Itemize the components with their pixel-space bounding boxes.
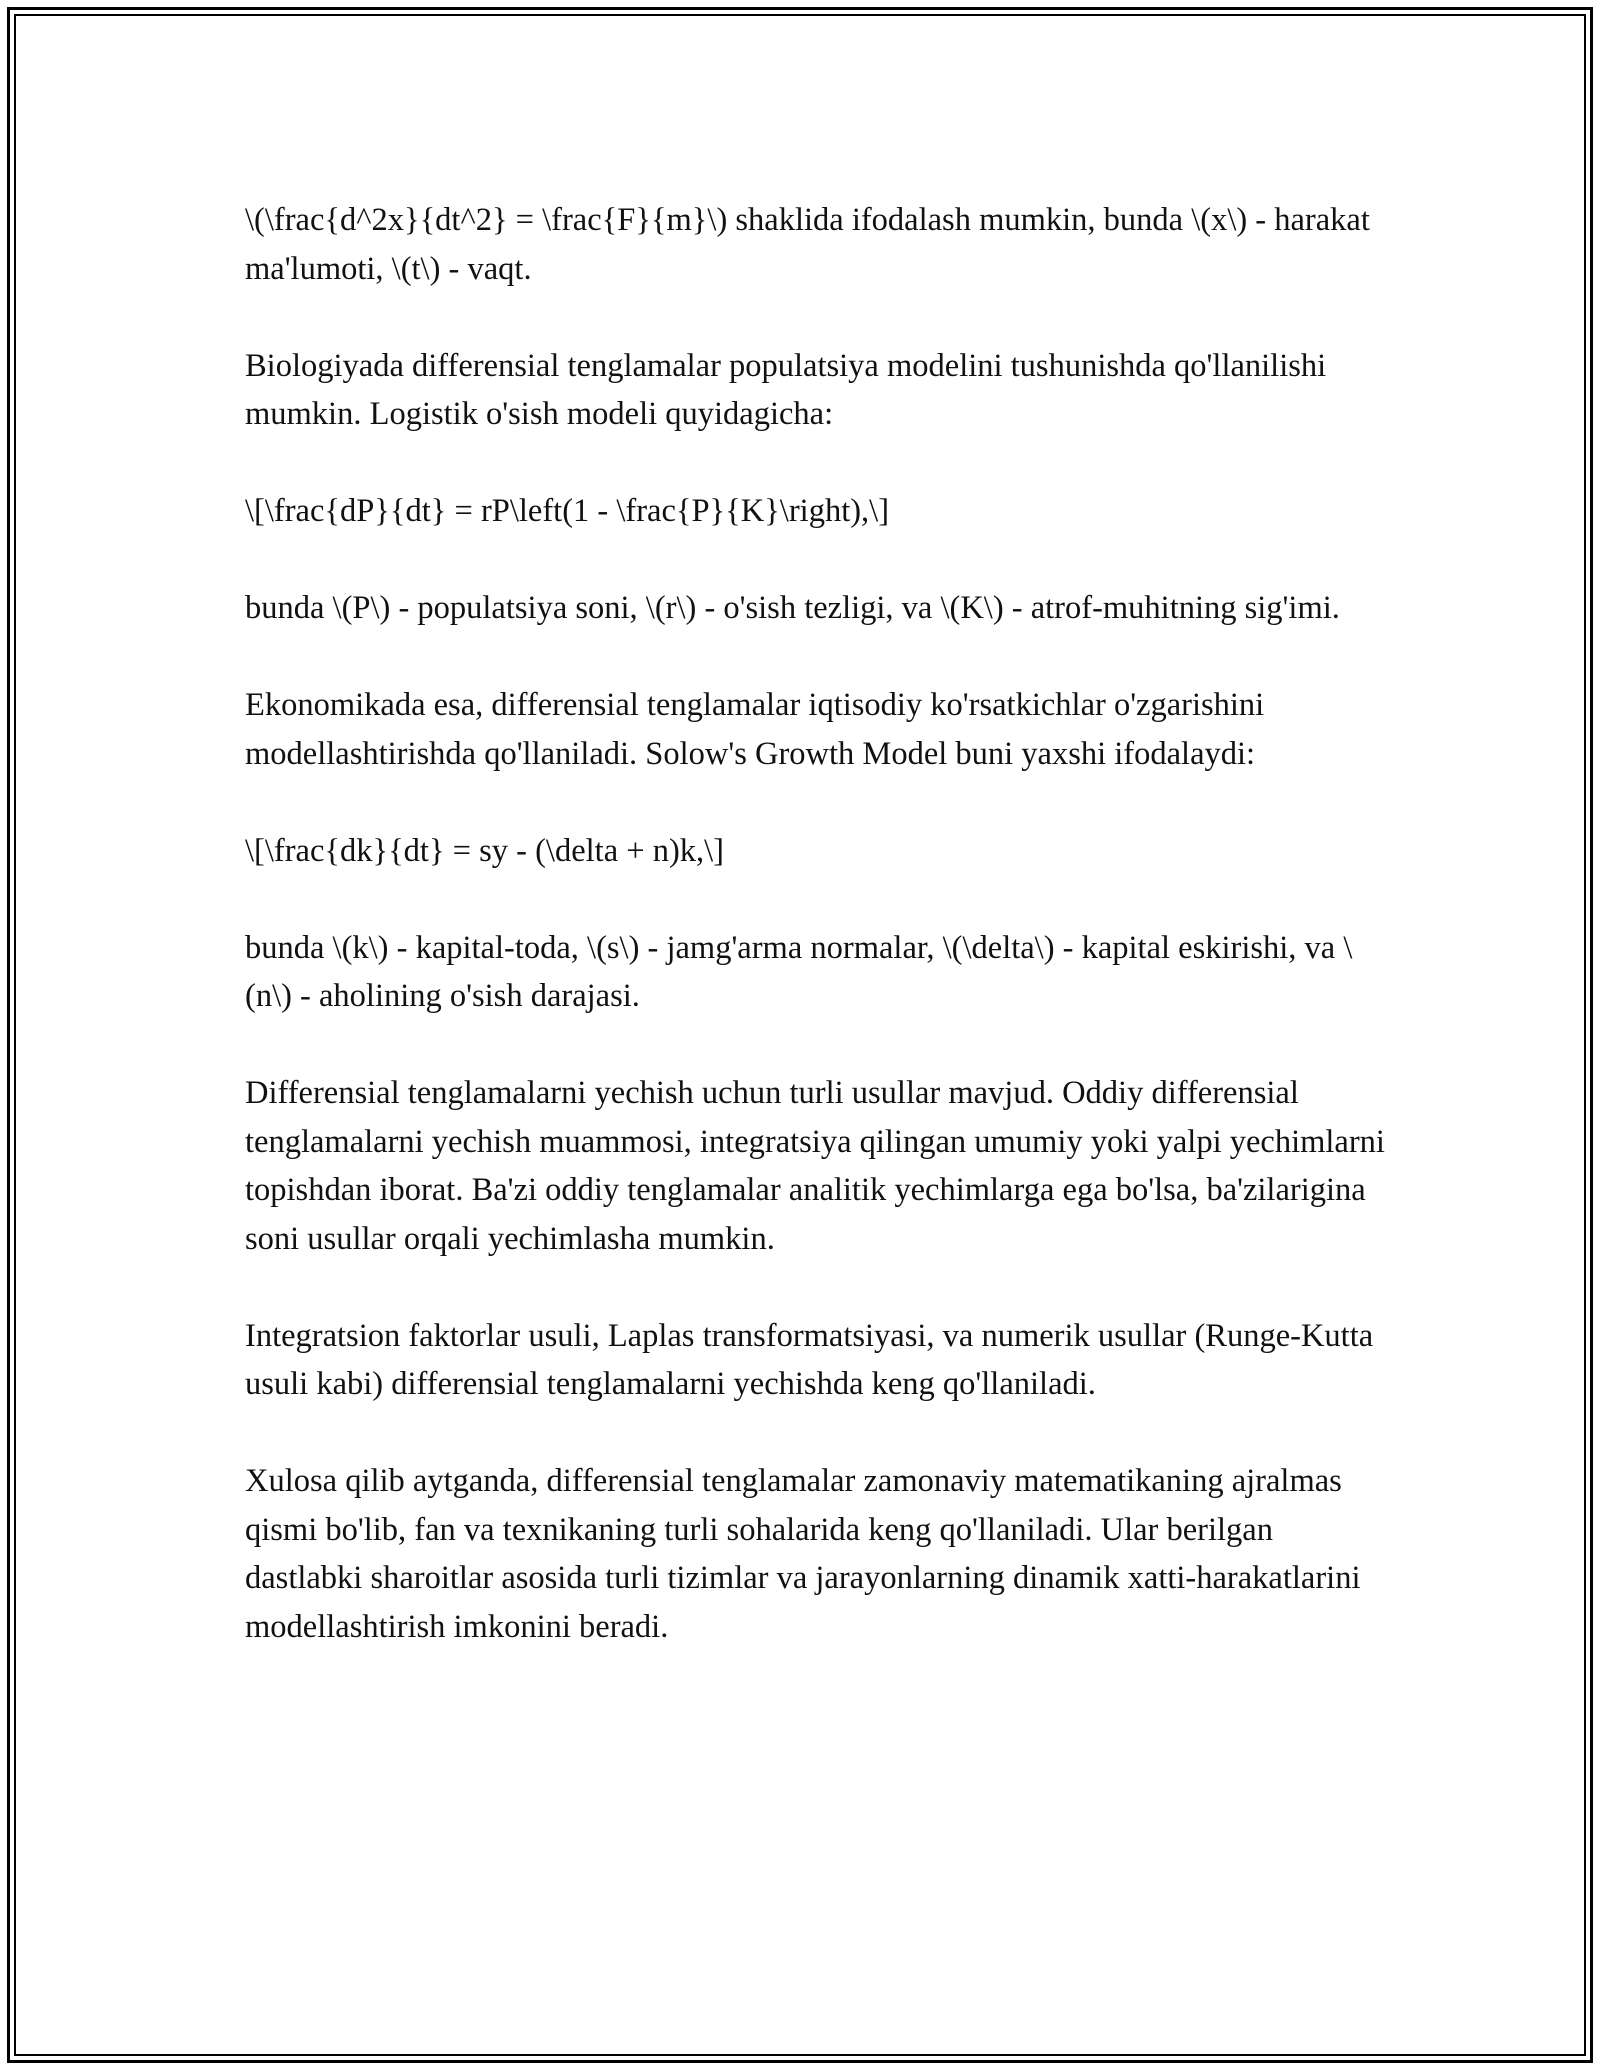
paragraph-conclusion: Xulosa qilib aytganda, differensial tenglamalar zamonaviy matematikaning ajralmas qismi bo'lib, fan va texnikaning turli sohalarida keng qo'llaniladi. Ular berilgan dastlabki sharoitlar asosida turli tizimlar va jarayonlarning dinamik xatti-harakatlarini modellashtirish imkonini beradi. (245, 1463, 1361, 1645)
page-frame (7, 7, 1593, 2063)
paragraph-solution-methods: Differensial tenglamalarni yechish uchun turli usullar mavjud. Oddiy differensial tenglamalarni yechish muammosi, integratsiya qilingan umumiy yoki yalpi yechimlarni topishdan iborat. Ba'zi oddiy tenglamalar analitik yechimlarga ega bo'lsa, ba'zilarigina soni usullar orqali yechimlasha mumkin. (245, 1075, 1385, 1257)
document-body (245, 196, 1385, 1651)
paragraph-newton-equation: \(\frac{d^2x}{dt^2} = \frac{F}{m}\) shaklida ifodalash mumkin, bunda \(x\) - harakat ma'lumoti, \(t\) - vaqt. (245, 202, 1370, 287)
paragraph-logistic-variables: bunda \(P\) - populatsiya soni, \(r\) - o'sish tezligi, va \(K\) - atrof-muhitning sig'imi. (245, 590, 1340, 626)
paragraph-economics-intro: Ekonomikada esa, differensial tenglamalar iqtisodiy ko'rsatkichlar o'zgarishini modellashtirishda qo'llaniladi. Solow's Growth Model buni yaxshi ifodalaydi: (245, 687, 1265, 772)
equation-logistic-growth: \[\frac{dP}{dt} = rP\left(1 - \frac{P}{K}\right),\] (245, 493, 890, 529)
paragraph-solution-techniques: Integratsion faktorlar usuli, Laplas transformatsiyasi, va numerik usullar (Runge-Kutta usuli kabi) differensial tenglamalarni yechishda keng qo'llaniladi. (245, 1317, 1374, 1402)
paragraph-solow-variables: bunda \(k\) - kapital-toda, \(s\) - jamg'arma normalar, \(\delta\) - kapital eskirishi, va \(n\) - aholining o'sish darajasi. (245, 929, 1353, 1014)
paragraph-biology-intro: Biologiyada differensial tenglamalar populatsiya modelini tushunishda qo'llanilishi mumkin. Logistik o'sish modeli quyidagicha: (245, 347, 1327, 432)
equation-solow-growth: \[\frac{dk}{dt} = sy - (\delta + n)k,\] (245, 832, 724, 869)
